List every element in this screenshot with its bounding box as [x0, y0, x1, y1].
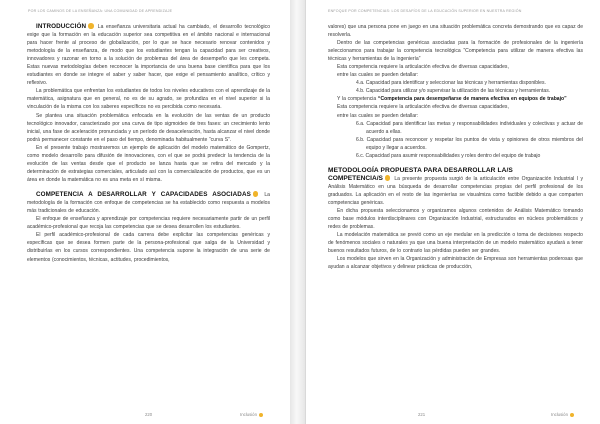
paragraph: Dentro de las competencias genéricas asociadas para la formación de profesionales de la ingeniería seleccionamos para trabajar la competencia tecnológica “Competencia para utilizar de manera efectiva las técnicas y herramientas de la ingeniería”	[328, 40, 583, 63]
paragraph: En dicha propuesta seleccionamos y organizamos algunos contenidos de Análisis Matemático tomando como base módulos interdisciplinares con Organización Industrial, estructurados en núcleos problemáticos y redes de problemas.	[328, 207, 583, 231]
section-heading-continued: COMPETENCIA/S	[328, 174, 383, 182]
metodologia-section	[328, 166, 583, 207]
paragraph: entre las cuales se pueden detallar:	[337, 72, 419, 79]
section-text: La presente propuesta surgió de la articulación entre Organización Industrial I y Análisis Matemático en una búsqueda de desarrollar competencias propias del perfil profesional de los graduados. La aplicación en el resto de las ingenierías se visualmiza como factible debido a que comparten competencias genéricas.	[328, 175, 584, 206]
paragraph: Esta competencia requiere la articulación efectiva de diversas capacidades,	[337, 64, 509, 71]
intro-text: La enseñanza universitaria actual ha cambiado, el desarrollo tecnológico exige que la formación en la educación superior sea competitiva en el ámbito nacional e internacional para hacer frente al proceso de globalización, por lo que se hace necesario renovar contenidos y metodología de la enseñanza, de modo que los estudiantes tengan la capacidad para ser creativos, innovadores y razonar en torno a la solución de problemas del área de desempeño que les competa. Estas nuevas metodologías deben reconocer la importancia de una buena base científica para que los estudiantes en donde se integre el saber y saber hacer, que exige el pensamiento analítico, crítico y reflexivo.	[27, 24, 271, 87]
paragraph: Se plantea una situación problemática enfocada en la evolución de las ventas de un producto tecnológico innovador, caracterizado por una curva de tipo sigmoideo de tres fases: un crecimiento lento inicial, una fase de aceleración pronunciada y un período de desaceleración, hasta alcanzar el nivel donde podrá permanecer constante en el paso del tiempo, denominada habitualmente “curva S”.	[27, 112, 270, 143]
section-text: La metodología de la formación con enfoque de competencias se ha establecido como respuesta a modelos más tradicionales de educación.	[27, 192, 270, 215]
competencia-lead: Y la competencia	[337, 96, 378, 103]
right-page	[305, 0, 600, 424]
paragraph: Los modelos que sirven en la Organización y administración de Empresas son herramientas poderosas que ayudan a alcanzar objetivos y delinear prácticas de producción,	[328, 256, 583, 271]
footer-label: Inclusión	[240, 412, 257, 417]
footer-right	[551, 412, 574, 417]
paragraph: La modelación matemática se previó como un eje medular en la predicción o toma de decisiones respecto de fenómenos sociales o naturales ya que una buena interpretación de un modelo matemático ayudará a tener buenos resultados futuros, de lo contrario las pérdidas pueden ser grandes.	[328, 232, 583, 255]
page-number-right: 221	[418, 412, 426, 417]
paragraph: El perfil académico-profesional de cada carrera debe explicitar las competencias genéricas y específicas que se desea formen parte de la persona-profesional que salga de la Universidad y distribuirlas en los cursos correspondientes. Una competencia supone la integración de una serie de elementos (conocimientos, técnicas, actitudes, procedimientos,	[27, 232, 270, 263]
paragraph: La problemática que enfrentan los estudiantes de todos los niveles educativos con el aprendizaje de la matemática, asignatura que en general, no es de su agrado, se profundiza en el nivel superior si la vinculación de la misma con los saberes específicos no es percibida como necesaria.	[27, 88, 271, 111]
paragraph: En el presente trabajo mostraremos un ejemplo de aplicación del modelo matemático de Gompertz, como modelo desarrollo para difusión de innovaciones, con el que se podrá predecir la tendencia de la evolución de las ventas desde que el producto se lanza hasta que se retira del mercado y la determinación de estrategias comerciales, articulado así con la comercialización de productos, que es un área en donde la matemática no es una meta en sí misma.	[27, 144, 270, 183]
competencia-section-paragraph	[27, 191, 270, 215]
paragraph	[328, 95, 583, 103]
list-item: 4.b. Capacidad para utilizar y/o supervisar la utilización de las técnicas y herramientas.	[356, 88, 551, 95]
section-heading: COMPETENCIA A DESARROLLAR Y CAPACIDADES ASOCIADAS	[36, 191, 251, 199]
paragraph: Esta competencia requiere la articulación efectiva de diversas capacidades,	[337, 104, 509, 111]
intro-heading: INTRODUCCIÓN	[36, 23, 87, 30]
page-number-left: 220	[145, 412, 153, 417]
orange-bullet-icon	[385, 175, 391, 181]
right-page-content	[328, 23, 583, 271]
capability-list-b	[328, 120, 583, 160]
section-paragraph	[328, 175, 583, 207]
list-item: 6.a. Capacidad para identificar las metas y responsabilidades individuales y colectivas y actuar de acuerdo a ellas.	[356, 120, 583, 135]
competencia-title: “Competencia para desempeñarse de manera efectiva en equipos de trabajo”	[377, 96, 567, 103]
paragraph: El enfoque de enseñanza y aprendizaje por competencias requiere necesariamente partir de un perfil académico-profesional que recoja las competencias que se desea desarrollen los estudiantes.	[27, 216, 270, 231]
running-head-right: ENFOQUE POR COMPETENCIAS: LOS DESAFÍOS DE LA EDUCACIÓN SUPERIOR EN NUESTRA REGIÓN	[328, 9, 522, 13]
list-item: 6.c. Capacidad para asumir responsabilidades y roles dentro del equipo de trabajo	[356, 152, 541, 159]
left-page	[0, 0, 291, 424]
orange-bullet-icon	[88, 23, 94, 29]
left-page-content	[27, 23, 270, 264]
capability-list-a	[328, 79, 583, 95]
paragraph: entre las cuales se pueden detallar:	[337, 112, 419, 119]
list-item: 6.b. Capacidad para reconocer y respetar los puntos de vista y opiniones de otros miembros del equipo y llegar a acuerdos.	[356, 136, 583, 151]
footer-left	[240, 412, 263, 417]
footer-bullet-icon	[570, 413, 574, 417]
running-head-left: POR LOS CAMINOS DE LA ENSEÑANZA: UNA COMUNIDAD DE APRENDIZAJE	[28, 9, 173, 13]
paragraph: valores) que una persona pone en juego en una situación problemática concreta demostrando que es capaz de resolverla.	[328, 24, 583, 39]
footer-label: Inclusión	[551, 412, 568, 417]
footer-bullet-icon	[259, 413, 263, 417]
orange-bullet-icon	[253, 191, 259, 197]
section-heading: METODOLOGÍA PROPUESTA PARA DESARROLLAR LA/S	[328, 166, 513, 174]
intro-paragraph	[27, 23, 270, 87]
list-item: 4.a. Capacidad para identificar y seleccionar las técnicas y herramientas disponibles.	[356, 80, 546, 87]
book-gutter	[290, 0, 305, 424]
